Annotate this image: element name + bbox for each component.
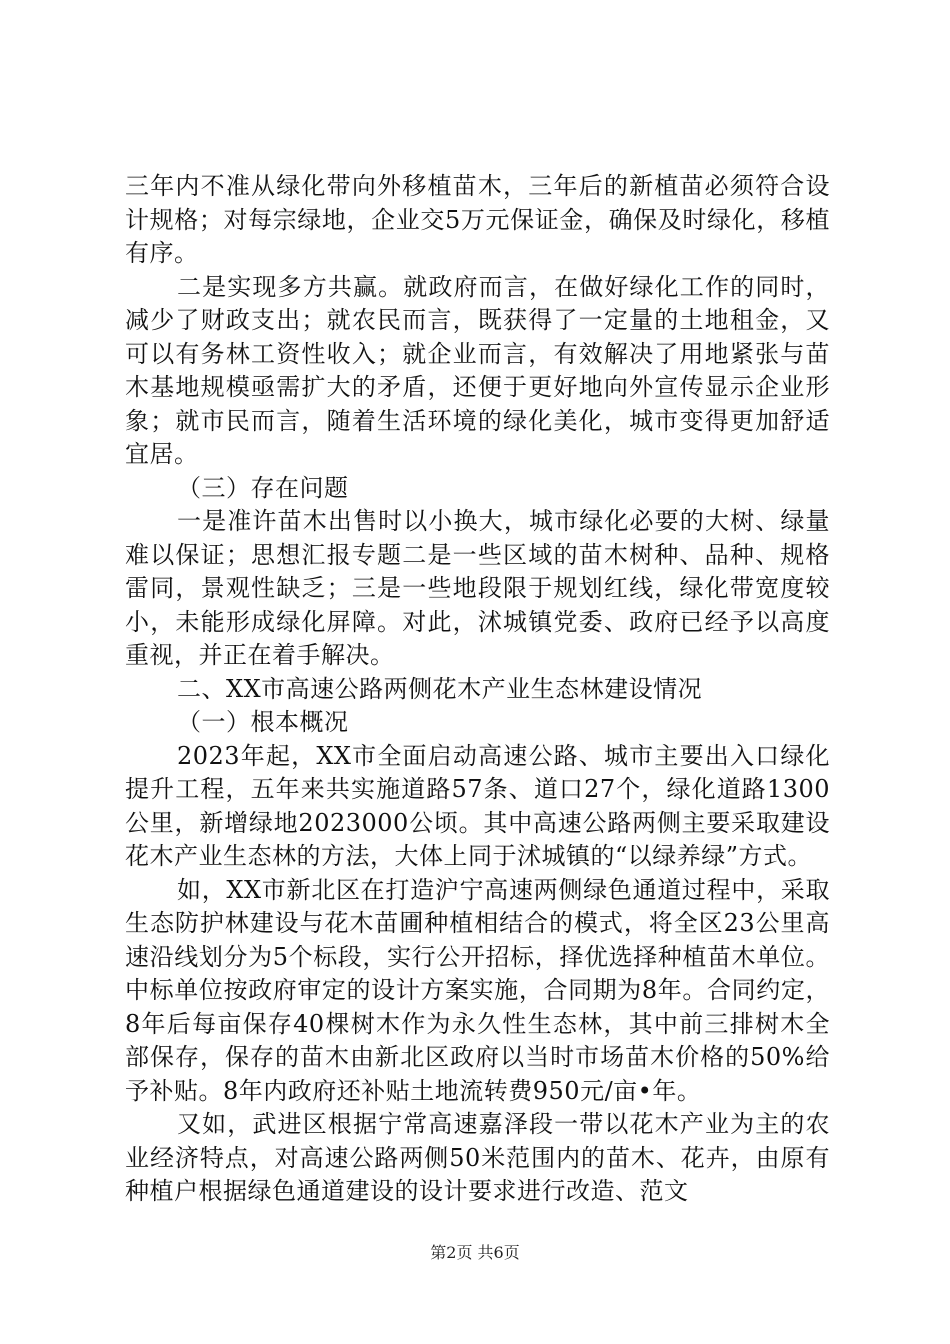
paragraph-wujin-example: 又如，武进区根据宁常高速嘉泽段一带以花木产业为主的农业经济特点，对高速公路两侧50米范围内的苗木、花卉，由原有种植户根据绿色通道建设的设计要求进行改造、范文 <box>125 1110 830 1205</box>
paragraph-xinbei-example: 如，XX市新北区在打造沪宁高速两侧绿色通道过程中，采取生态防护林建设与花木苗圃种植相结合的模式，将全区23公里高速沿线划分为5个标段，实行公开招标，择优选择种植苗木单位。中标单位按政府审定的设计方案实施，合同期为8年。合同约定，8年后每亩保存40棵树木作为永久性生态林，其中前三排树木全部保存，保存的苗木由新北区政府以当时市场苗木价格的50%给予补贴。8年内政府还补贴土地流转费950元/亩•年。 <box>125 875 830 1105</box>
section-heading-overview: （一）根本概况 <box>177 708 349 736</box>
page-number-info: 第2页 共6页 <box>430 1243 520 1262</box>
section-heading-problems: （三）存在问题 <box>177 473 349 502</box>
paragraph-mutual-benefit: 二是实现多方共赢。就政府而言，在做好绿化工作的同时，减少了财政支出；就农民而言，既获得了一定量的土地租金，又可以有务林工资性收入；就企业而言，有效解决了用地紧张与苗木基地规模亟需扩大的矛盾，还便于更好地向外宣传显示企业形象；就市民而言，随着生活环境的绿化美化，城市变得更加舒适宜居。 <box>125 272 830 468</box>
paragraph-overview: 2023年起，XX市全面启动高速公路、城市主要出入口绿化提升工程，五年来共实施道路57条、道口27个，绿化道路1300公里，新增绿地2023000公顷。其中高速公路两侧主要采取建设花木产业生态林的方法，大体上同于沭城镇的“以绿养绿”方式。 <box>125 741 830 870</box>
paragraph-problems: 一是准许苗木出售时以小换大，城市绿化必要的大树、绿量难以保证；思想汇报专题二是一些区域的苗木树种、品种、规格雷同，景观性缺乏；三是一些地段限于规划红线，绿化带宽度较小，未能形成绿化屏障。对此，沭城镇党委、政府已经予以高度重视，并正在着手解决。 <box>125 507 830 669</box>
paragraph-continuation: 三年内不准从绿化带向外移植苗木，三年后的新植苗必须符合设计规格；对每宗绿地，企业交5万元保证金，确保及时绿化，移植有序。 <box>125 172 830 267</box>
document-body <box>125 170 830 1209</box>
page-footer <box>0 1243 950 1263</box>
section-heading-highway: 二、XX市高速公路两侧花木产业生态林建设情况 <box>177 674 703 703</box>
